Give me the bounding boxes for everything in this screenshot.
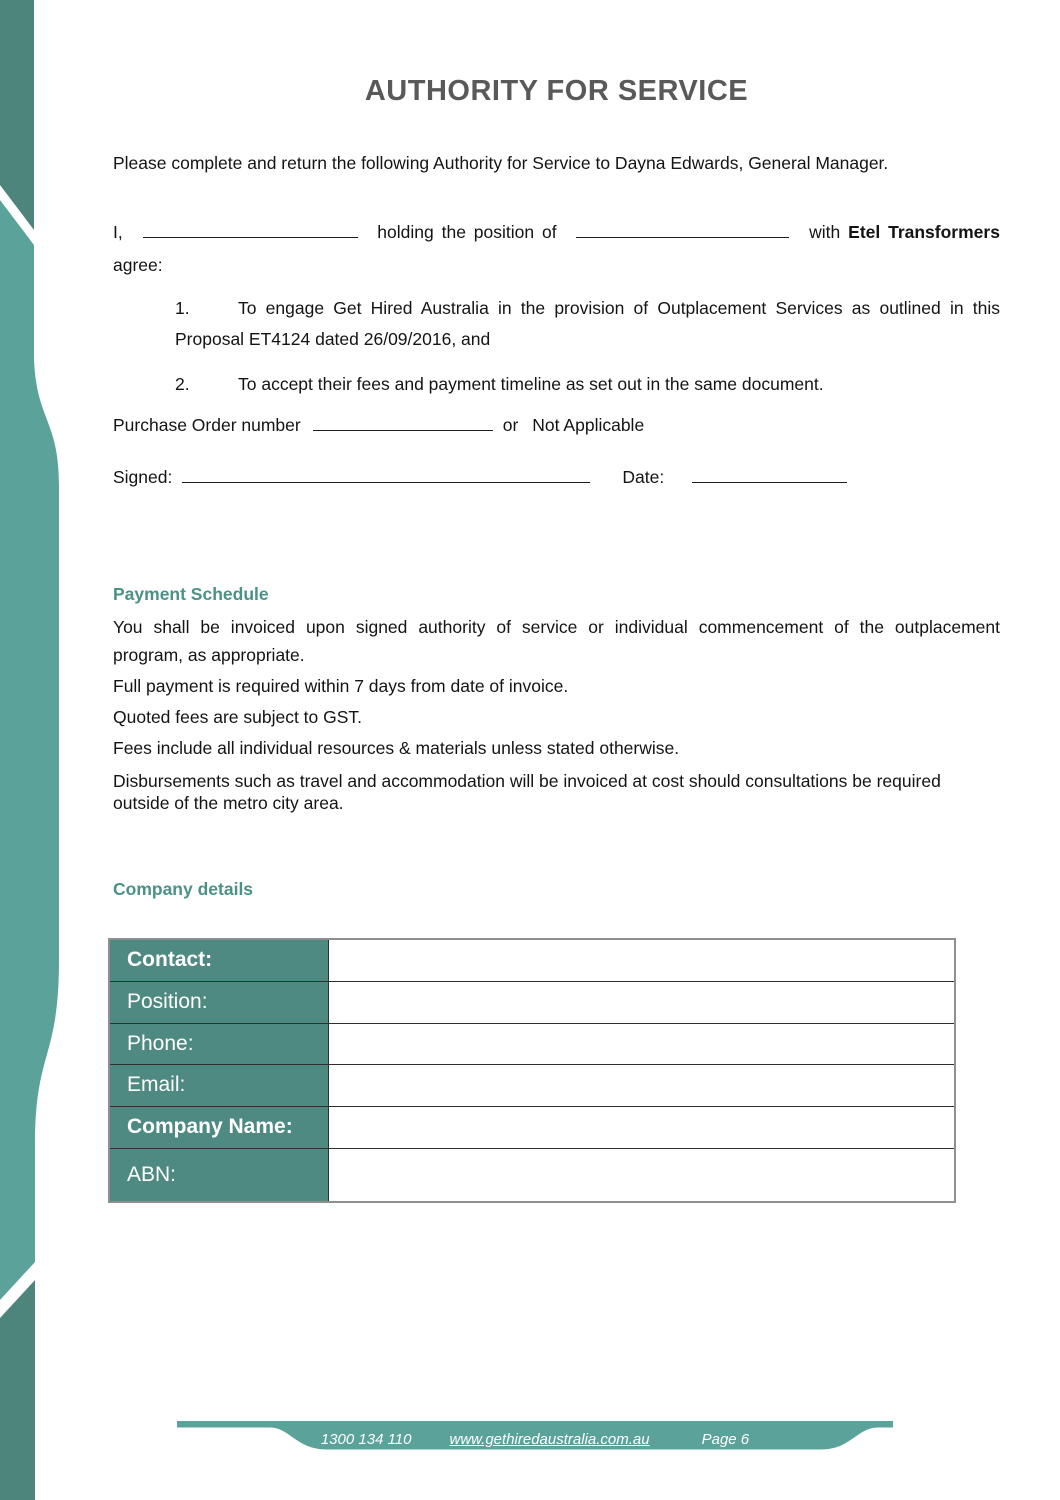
footer xyxy=(177,1426,893,1452)
row-value-abn xyxy=(329,1148,956,1202)
agreement-with-text: with xyxy=(809,221,841,242)
list-item-2 xyxy=(175,369,1000,400)
row-value-position xyxy=(329,981,956,1023)
payment-paragraph-3: Quoted fees are subject to GST. xyxy=(113,707,363,727)
agreement-with-company xyxy=(809,222,1000,243)
date-blank-line xyxy=(692,464,847,483)
list-item-2-text: To accept their fees and payment timeline as set out in the same document. xyxy=(238,374,824,394)
purchase-order-label: Purchase Order number xyxy=(113,414,301,435)
payment-paragraph-5-line-1: Disbursements such as travel and accommodation will be invoiced at cost should consultations be required xyxy=(113,771,941,791)
row-label-company-name: Company Name: xyxy=(109,1106,329,1148)
not-applicable-text: Not Applicable xyxy=(532,414,645,435)
list-item-1-number: 1. xyxy=(175,298,190,318)
row-label-position: Position: xyxy=(109,981,329,1023)
list-item-1-line-1 xyxy=(175,293,1000,324)
intro-text: Please complete and return the following Authority for Service to Dayna Edwards, General Manager. xyxy=(113,153,889,173)
payment-schedule-body xyxy=(113,613,1000,818)
payment-paragraph-4: Fees include all individual resources & materials unless stated otherwise. xyxy=(113,738,680,758)
footer-page-number: Page 6 xyxy=(701,1430,750,1448)
payment-paragraph-5-line-2: outside of the metro city area. xyxy=(113,793,344,813)
signed-label: Signed: xyxy=(113,466,173,487)
agreement-i-label: I, xyxy=(113,221,123,242)
purchase-order-line xyxy=(113,412,1000,436)
sidebar-bottom-dark-shape xyxy=(0,1280,35,1500)
agreement-line xyxy=(113,219,1000,243)
row-value-contact xyxy=(329,939,956,981)
agree-text: agree: xyxy=(113,255,163,275)
row-label-email: Email: xyxy=(109,1064,329,1106)
table-row-contact xyxy=(109,939,955,981)
page-title: AUTHORITY FOR SERVICE xyxy=(364,75,749,107)
payment-paragraph-5 xyxy=(113,770,1000,814)
name-blank-line xyxy=(143,219,358,238)
agreement-holding-text: holding the position of xyxy=(377,221,557,242)
company-name-text: Etel Transformers xyxy=(848,221,1000,242)
table-row-company-name xyxy=(109,1106,955,1148)
list-item-1-text: To engage Get Hired Australia in the provision of Outplacement Services as outlined in this xyxy=(238,298,1000,318)
footer-website-link[interactable]: www.gethiredaustralia.com.au xyxy=(449,1430,650,1448)
date-label: Date: xyxy=(622,466,665,487)
footer-phone: 1300 134 110 xyxy=(320,1430,412,1448)
purchase-order-blank-line xyxy=(313,412,493,431)
sidebar-top-dark-shape xyxy=(0,0,34,230)
table-row-position xyxy=(109,981,955,1023)
company-details-heading: Company details xyxy=(113,879,254,899)
row-value-company-name xyxy=(329,1106,956,1148)
row-value-phone xyxy=(329,1023,956,1064)
company-details-table xyxy=(108,938,956,1203)
row-label-contact: Contact: xyxy=(109,939,329,981)
list-item-1-line-2: Proposal ET4124 dated 26/09/2016, and xyxy=(175,329,491,349)
sidebar-middle-light-shape xyxy=(0,200,59,1300)
payment-paragraph-1-line-1: You shall be invoiced upon signed authority of service or individual commencement of the outplacement xyxy=(113,617,1000,637)
signature-blank-line xyxy=(182,464,590,483)
payment-paragraph-1-line-2: program, as appropriate. xyxy=(113,645,305,665)
row-value-email xyxy=(329,1064,956,1106)
sidebar-decoration xyxy=(0,0,60,1500)
row-label-phone: Phone: xyxy=(109,1023,329,1064)
table-row-email xyxy=(109,1064,955,1106)
position-blank-line xyxy=(576,219,789,238)
signature-line xyxy=(113,464,1000,488)
payment-schedule-heading: Payment Schedule xyxy=(113,584,269,604)
list-item-1 xyxy=(175,293,1000,355)
row-label-abn: ABN: xyxy=(109,1148,329,1202)
table-row-abn xyxy=(109,1148,955,1202)
payment-paragraph-1 xyxy=(113,613,1000,669)
list-item-2-number: 2. xyxy=(175,374,190,394)
table-row-phone xyxy=(109,1023,955,1064)
payment-paragraph-2: Full payment is required within 7 days from date of invoice. xyxy=(113,676,569,696)
or-text: or xyxy=(502,414,519,435)
